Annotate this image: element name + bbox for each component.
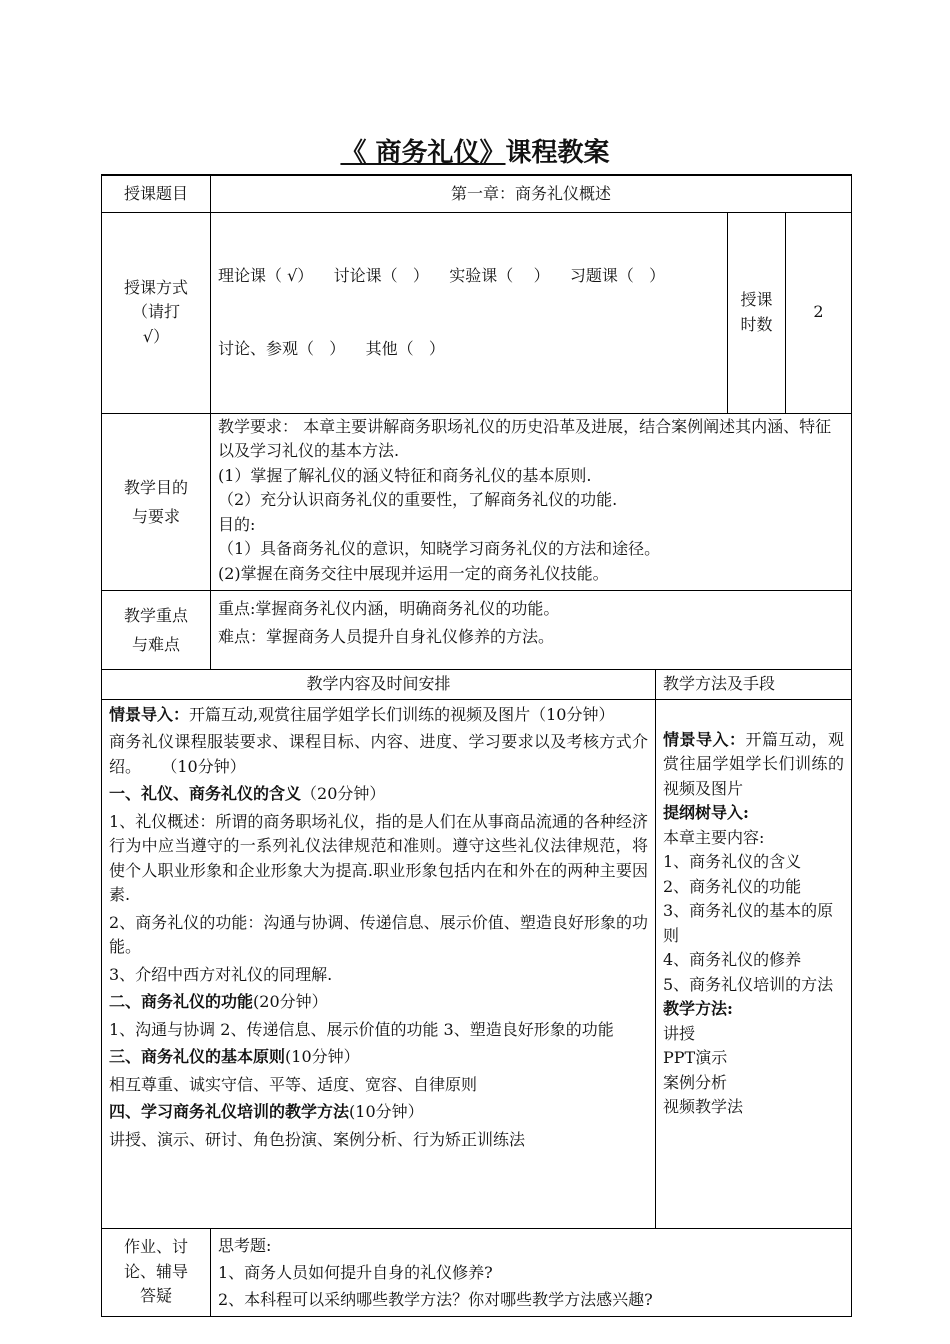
- method-item-3: 案例分析: [663, 1072, 728, 1092]
- intro-heading: 情景导入：: [109, 704, 190, 724]
- goals-row: [102, 413, 852, 590]
- homework-label: [102, 1228, 211, 1316]
- topic-row: [102, 175, 852, 212]
- mode-options: [211, 212, 728, 413]
- lesson-plan-table: [101, 174, 852, 1317]
- methods-intro-heading: 情景导入：: [663, 729, 746, 749]
- methods-body: [656, 699, 852, 1228]
- goals-line-4: 目的:: [218, 514, 256, 534]
- section-4-heading: [109, 1100, 648, 1125]
- keypoints-label-line-2: 与难点: [131, 634, 180, 654]
- intro2-paragraph: 商务礼仪课程服装要求、课程目标、内容、进度、学习要求以及考核方式介绍。 （10分钟）: [109, 732, 648, 776]
- content-body: [102, 699, 656, 1228]
- section-4-title: 四、学习商务礼仪培训的教学方法: [109, 1102, 350, 1121]
- mode-options-line-2: 讨论、参观（ ） 其他（ ）: [218, 339, 445, 358]
- intro-paragraph: [109, 703, 648, 728]
- section-1-p3: 3、介绍中西方对礼仪的同理解.: [109, 964, 333, 984]
- mode-row: [102, 212, 852, 413]
- intro-text: 开篇互动,观赏往届学姐学长们训练的视频及图片（10分钟）: [189, 704, 615, 724]
- goals-line-5: （1）具备商务礼仪的意识，知晓学习商务礼仪的方法和途径。: [218, 539, 661, 558]
- methods-header: 教学方法及手段: [656, 669, 852, 699]
- hours-value: 2: [786, 212, 852, 413]
- homework-label-line-3: 答疑: [139, 1286, 172, 1306]
- title-suffix: 课程教案: [505, 138, 610, 168]
- section-4-time: (10分钟）: [349, 1102, 424, 1121]
- section-1-heading: [109, 782, 648, 807]
- method-item-2: PPT演示: [663, 1048, 728, 1067]
- topic-value: 第一章：商务礼仪概述: [211, 175, 852, 212]
- mode-label-line-2: （请打: [131, 302, 180, 322]
- methods-tree-line-3: 2、商务礼仪的功能: [663, 876, 802, 896]
- methods-tree-line-5: 4、商务礼仪的修养: [663, 950, 802, 969]
- section-3-p1: 相互尊重、诚实守信、平等、适度、宽容、自律原则: [109, 1074, 478, 1094]
- page-title: [0, 132, 950, 169]
- goals-line-6: (2)掌握在商务交往中展现并运用一定的商务礼仪技能。: [218, 563, 609, 583]
- mode-label: [102, 212, 211, 413]
- homework-line-2: 1、商务人员如何提升自身的礼仪修养?: [218, 1262, 493, 1282]
- hours-label-line-1: 授课: [740, 290, 773, 309]
- homework-line-3: 2、本科程可以采纳哪些教学方法？你对哪些教学方法感兴趣?: [218, 1289, 653, 1309]
- mode-label-line-3: √）: [142, 326, 170, 346]
- goals-line-2: (1）掌握了解礼仪的涵义特征和商务礼仪的基本原则.: [218, 465, 592, 485]
- mode-label-line-1: 授课方式: [123, 277, 188, 297]
- methods-tree-line-4: 3、商务礼仪的基本的原则: [663, 901, 834, 945]
- keypoints-line-1: 重点:掌握商务礼仪内涵，明确商务礼仪的功能。: [218, 598, 560, 618]
- method-item-4: 视频教学法: [663, 1097, 744, 1116]
- methods-teaching-heading: 教学方法:: [663, 999, 733, 1018]
- goals-label-line-1: 教学目的: [123, 477, 188, 497]
- methods-tree-line-6: 5、商务礼仪培训的方法: [663, 974, 834, 994]
- goals-label-line-2: 与要求: [131, 506, 180, 526]
- section-1-title: 一、礼仪、商务礼仪的含义: [109, 784, 302, 803]
- keypoints-row: [102, 590, 852, 669]
- section-2-time: (20分钟）: [253, 992, 328, 1011]
- homework-line-1: 思考题:: [218, 1235, 272, 1255]
- section-2-title: 二、商务礼仪的功能: [109, 992, 254, 1011]
- keypoints-line-2: 难点：掌握商务人员提升自身礼仪修养的方法。: [218, 626, 555, 646]
- content-header-row: [102, 669, 852, 699]
- methods-tree-line-1: 本章主要内容:: [663, 827, 765, 847]
- section-1-p1: 1、礼仪概述：所谓的商务职场礼仪，指的是人们在从事商品流通的各种经济行为中应当遵守的一系列礼仪法律规范和准则。遵守这些礼仪法律规范，将使个人职业形象和企业形象大为提高.职业形象包括内在和外在的两种主要因素.: [109, 811, 648, 904]
- content-header: 教学内容及时间安排: [102, 669, 656, 699]
- hours-label-line-2: 时数: [740, 314, 773, 334]
- homework-label-line-2: 论、辅导: [123, 1261, 188, 1281]
- topic-label: 授课题目: [102, 175, 211, 212]
- section-2-p1: 1、沟通与协调 2、传递信息、展示价值的功能 3、塑造良好形象的功能: [109, 1019, 614, 1039]
- section-1-time: （20分钟）: [301, 784, 386, 803]
- keypoints-label: [102, 590, 211, 669]
- section-3-time: (10分钟）: [285, 1047, 360, 1066]
- goals-line-3: （2）充分认识商务礼仪的重要性，了解商务礼仪的功能.: [218, 490, 618, 509]
- title-course-name: 《 商务礼仪》: [340, 138, 506, 168]
- section-3-title: 三、商务礼仪的基本原则: [109, 1047, 286, 1066]
- methods-intro: [663, 728, 844, 802]
- section-2-heading: [109, 990, 648, 1015]
- section-3-heading: [109, 1045, 648, 1070]
- mode-options-line-1: 理论课（ √） 讨论课（ ） 实验课（ ） 习题课（ ）: [218, 265, 666, 285]
- goals-line-1: 教学要求： 本章主要讲解商务职场礼仪的历史沿革及进展，结合案例阐述其内涵、特征以及学习礼仪的基本方法.: [218, 416, 832, 460]
- homework-row: [102, 1228, 852, 1316]
- methods-intro-text: 开篇互动，观赏往届学姐学长们训练的视频及图片: [663, 729, 845, 798]
- methods-tree-heading: 提纲树导入:: [663, 803, 749, 822]
- goals-content: [211, 413, 852, 590]
- method-item-1: 讲授: [663, 1023, 696, 1043]
- section-4-p1: 讲授、演示、研讨、角色扮演、案例分析、行为矫正训练法: [109, 1129, 526, 1149]
- content-row: [102, 699, 852, 1228]
- keypoints-label-line-1: 教学重点: [123, 605, 188, 625]
- homework-label-line-1: 作业、讨: [123, 1237, 188, 1257]
- goals-label: [102, 413, 211, 590]
- hours-label: [728, 212, 786, 413]
- homework-content: [211, 1228, 852, 1316]
- keypoints-content: [211, 590, 852, 669]
- methods-tree-line-2: 1、商务礼仪的含义: [663, 852, 802, 871]
- section-1-p2: 2、商务礼仪的功能：沟通与协调、传递信息、展示价值、塑造良好形象的功能。: [109, 912, 648, 956]
